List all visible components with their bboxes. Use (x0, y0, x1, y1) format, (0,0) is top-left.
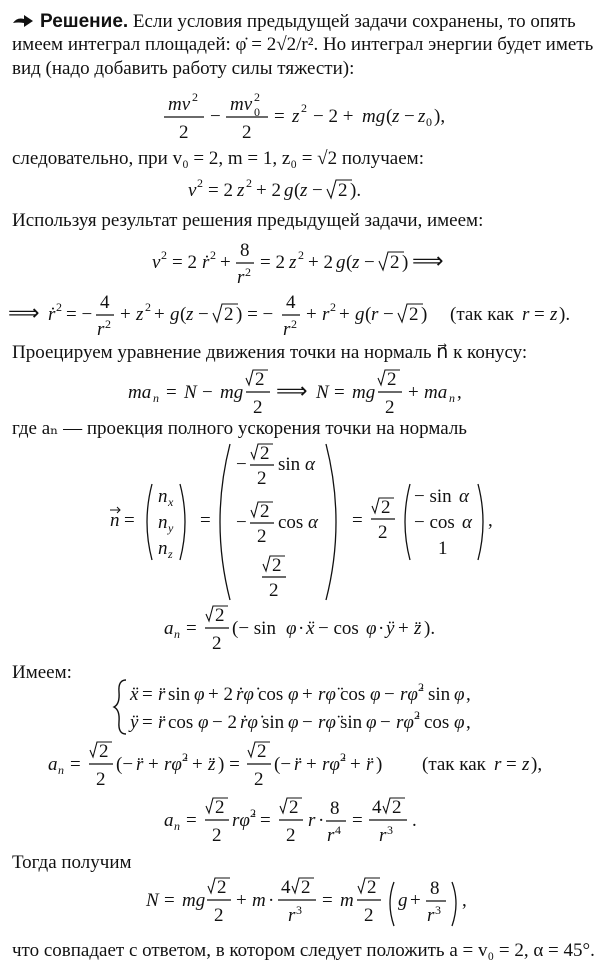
svg-text:−: − (198, 304, 209, 325)
svg-text:φ: φ (194, 684, 205, 705)
svg-text:2: 2 (179, 122, 189, 143)
svg-text:8: 8 (330, 798, 340, 819)
svg-text:=: = (274, 106, 285, 127)
svg-text:z: z (522, 754, 530, 775)
svg-text:ÿ: ÿ (130, 712, 139, 733)
svg-text:+ 2: + 2 (208, 684, 233, 705)
svg-text:rφ̇: rφ̇ (164, 754, 182, 775)
svg-text:α: α (462, 512, 472, 533)
svg-text:r: r (379, 825, 387, 846)
svg-text:2: 2 (301, 101, 307, 115)
svg-text:0: 0 (254, 105, 260, 119)
svg-text:z: z (292, 106, 300, 127)
svg-text:r̈: r̈ (136, 754, 144, 775)
svg-text:z: z (237, 180, 245, 201)
svg-text:− 2: − 2 (212, 712, 237, 733)
svg-text:= 2: = 2 (208, 180, 233, 201)
svg-text:φ: φ (198, 712, 209, 733)
svg-text:sin: sin (428, 684, 451, 705)
svg-text:φ: φ (366, 618, 377, 639)
svg-text:N: N (316, 382, 329, 403)
svg-text:− cos: − cos (318, 618, 359, 639)
svg-text:(−: (− (274, 754, 292, 775)
svg-text:2: 2 (257, 526, 267, 547)
svg-text:φ: φ (288, 684, 299, 705)
svg-text:=: = (200, 510, 211, 531)
svg-text:sin: sin (340, 712, 363, 733)
svg-text:2: 2 (254, 90, 260, 104)
equation-an-final (162, 796, 462, 858)
svg-text:+ 2: + 2 (308, 252, 333, 273)
svg-text:(: ( (180, 304, 187, 325)
svg-text:2: 2 (197, 176, 203, 190)
svg-text:−: − (302, 712, 313, 733)
svg-text:ẍ: ẍ (306, 618, 315, 639)
svg-text:−: − (312, 180, 323, 201)
svg-text:=: = (352, 810, 363, 831)
svg-text:mg: mg (352, 382, 376, 403)
svg-text:8: 8 (240, 240, 250, 261)
svg-text:+: + (306, 304, 317, 325)
svg-text:r: r (427, 905, 435, 926)
svg-text:rφ̇: rφ̇ (322, 754, 340, 775)
svg-text:ṙφ̇: ṙφ̇ (240, 712, 258, 733)
svg-text:,: , (457, 382, 462, 403)
text-line-9: Тогда получим (12, 852, 132, 873)
text-line-5: Используя результат решения предыдущей задачи, имеем: (12, 210, 484, 231)
text-line-3: вид (надо добавить работу силы тяжести): (12, 58, 355, 79)
svg-text:+: + (120, 304, 131, 325)
svg-text:n: n (449, 391, 455, 405)
svg-text:x: x (168, 495, 174, 509)
svg-text:r: r (283, 319, 291, 340)
svg-text:(−: (− (116, 754, 134, 775)
svg-text:2: 2 (215, 605, 225, 626)
svg-text:n: n (174, 819, 180, 833)
svg-text:·: · (378, 618, 385, 639)
svg-text:2: 2 (286, 825, 296, 846)
solution-first-line (12, 10, 576, 33)
svg-text:2: 2 (192, 90, 198, 104)
svg-text:+: + (350, 754, 361, 775)
equation-an-projection (162, 604, 462, 666)
svg-text:): ) (376, 754, 383, 775)
svg-text:g: g (355, 304, 365, 325)
svg-text:z: z (168, 547, 173, 561)
svg-text:N: N (146, 890, 159, 911)
svg-text:z: z (418, 106, 426, 127)
svg-text:ṙ: ṙ (48, 304, 56, 325)
text-line-4: следовательно, при v₀ = 2, m = 1, z₀ = √2 получаем: (12, 148, 424, 169)
svg-text:+ 2: + 2 (256, 180, 281, 201)
svg-text:=: = (186, 618, 197, 639)
svg-text:2: 2 (215, 797, 225, 818)
svg-text:2: 2 (269, 580, 279, 601)
svg-text:−: − (202, 382, 213, 403)
svg-text:cos: cos (258, 684, 284, 705)
svg-text:−: − (364, 252, 375, 273)
equation-an-expanded (46, 740, 586, 802)
svg-text:2: 2 (56, 300, 62, 314)
svg-text:+: + (192, 754, 203, 775)
equation-normal-vector (108, 440, 508, 608)
svg-text:2: 2 (387, 369, 397, 390)
svg-text:n: n (110, 510, 120, 531)
svg-text:+: + (410, 890, 421, 911)
svg-text:=: = (534, 304, 545, 325)
svg-text:−: − (236, 454, 247, 475)
svg-text:sin: sin (278, 454, 301, 475)
svg-text:2: 2 (214, 905, 224, 926)
svg-text:2: 2 (212, 633, 222, 654)
svg-text:=: = (166, 382, 177, 403)
svg-text:=: = (260, 810, 271, 831)
svg-text:r: r (522, 304, 530, 325)
svg-text:2: 2 (182, 750, 188, 764)
svg-text:2: 2 (224, 304, 234, 325)
equation-energy-svg (160, 90, 460, 146)
svg-text:a: a (48, 754, 58, 775)
svg-text:4: 4 (100, 292, 110, 313)
svg-text:).: ). (350, 180, 362, 201)
svg-text:2: 2 (298, 248, 304, 262)
text-line-6: Проецируем уравнение движения точки на нормаль n⃗ к конусу: (12, 342, 528, 363)
svg-text:=: = (164, 890, 175, 911)
svg-text:m: m (252, 890, 266, 911)
svg-text:).: ). (559, 304, 571, 325)
svg-text:α: α (305, 454, 315, 475)
svg-text:−: − (404, 106, 415, 127)
text-line-10: что совпадает с ответом, в котором следует положить a = v₀ = 2, α = 45°. (12, 940, 595, 961)
svg-text:·: · (298, 618, 305, 639)
svg-text:=: = (70, 754, 81, 775)
svg-text:sin: sin (168, 684, 191, 705)
svg-text:) = −: ) = − (236, 304, 274, 325)
svg-text:sin: sin (262, 712, 285, 733)
svg-text:= −: = − (66, 304, 93, 325)
svg-text:2: 2 (378, 522, 388, 543)
svg-text:− cos: − cos (414, 512, 455, 533)
svg-text:⟹: ⟹ (276, 378, 308, 403)
svg-text:2: 2 (96, 769, 106, 790)
svg-text:=: = (334, 382, 345, 403)
svg-text:2: 2 (338, 180, 348, 201)
svg-text:n: n (58, 763, 64, 777)
svg-text:mg: mg (220, 382, 244, 403)
right-arrow-icon (12, 10, 34, 32)
svg-text:2: 2 (217, 877, 227, 898)
svg-text:+: + (302, 684, 313, 705)
text-line-1: Если условия предыдущей задачи сохранены, то опять (132, 11, 576, 32)
svg-text:4: 4 (372, 797, 382, 818)
svg-text:r: r (371, 304, 379, 325)
svg-text:rφ̇: rφ̇ (232, 810, 250, 831)
svg-text:,: , (466, 712, 471, 733)
svg-text:cos: cos (424, 712, 450, 733)
svg-text:ma: ma (128, 382, 152, 403)
svg-text:r̈: r̈ (294, 754, 302, 775)
svg-text:a: a (164, 618, 174, 639)
svg-text:+: + (408, 382, 419, 403)
svg-text:+: + (339, 304, 350, 325)
svg-text:φ: φ (288, 712, 299, 733)
svg-text:,: , (466, 684, 471, 705)
svg-text:z: z (550, 304, 558, 325)
svg-text:r̈: r̈ (366, 754, 374, 775)
svg-text:g: g (284, 180, 294, 201)
svg-text:2: 2 (99, 741, 109, 762)
svg-text:α: α (308, 512, 318, 533)
svg-text:+: + (154, 304, 165, 325)
svg-text:cos: cos (278, 512, 304, 533)
svg-text:2: 2 (272, 555, 282, 576)
svg-text:n: n (158, 538, 168, 559)
svg-text:,: , (462, 890, 467, 911)
svg-text:=: = (124, 510, 135, 531)
svg-text:cos: cos (168, 712, 194, 733)
svg-text:−: − (384, 684, 395, 705)
svg-text:⟹: ⟹ (8, 300, 40, 325)
svg-text:r: r (327, 825, 335, 846)
svg-text:n: n (174, 627, 180, 641)
svg-text:n: n (158, 512, 168, 533)
svg-text:),: ), (531, 754, 543, 775)
svg-text:2: 2 (390, 252, 400, 273)
svg-text:(: ( (346, 252, 353, 273)
svg-text:r: r (322, 304, 330, 325)
svg-text:(: ( (294, 180, 301, 201)
svg-text:2: 2 (340, 750, 346, 764)
svg-text:+: + (398, 618, 409, 639)
svg-text:3: 3 (435, 903, 441, 917)
svg-text:2: 2 (385, 397, 395, 418)
svg-text:rφ̈: rφ̈ (318, 712, 336, 733)
svg-text:2: 2 (260, 501, 270, 522)
svg-text:z̈: z̈ (208, 754, 216, 775)
svg-text:2: 2 (105, 317, 111, 331)
equation-v-squared (186, 176, 406, 210)
svg-text:2: 2 (367, 877, 377, 898)
svg-text:φ: φ (454, 684, 465, 705)
svg-text:=: = (322, 890, 333, 911)
svg-text:).: ). (424, 618, 436, 639)
svg-text:): ) (421, 304, 428, 325)
svg-text:z: z (289, 252, 297, 273)
svg-text:=: = (142, 712, 153, 733)
svg-text:z: z (136, 304, 144, 325)
svg-text:− sin: − sin (414, 486, 452, 507)
svg-text:) =: ) = (218, 754, 240, 775)
svg-text:cos: cos (340, 684, 366, 705)
svg-text:2: 2 (364, 905, 374, 926)
svg-text:2: 2 (161, 248, 167, 262)
svg-text:r: r (494, 754, 502, 775)
svg-text:n: n (158, 486, 168, 507)
svg-text:·: · (268, 890, 275, 911)
svg-text:2: 2 (418, 680, 424, 694)
svg-text:−: − (380, 712, 391, 733)
svg-text:r: r (237, 267, 245, 288)
svg-text:),: ), (434, 106, 446, 127)
equation-normal-force (144, 876, 484, 940)
equation-energy-integral (160, 90, 460, 152)
svg-text:z: z (186, 304, 194, 325)
svg-text:ÿ: ÿ (386, 618, 395, 639)
svg-text:(: ( (386, 106, 393, 127)
svg-text:− 2 +: − 2 + (313, 106, 354, 127)
svg-text:2: 2 (242, 122, 252, 143)
svg-text:=: = (352, 510, 363, 531)
svg-text:ma: ma (424, 382, 448, 403)
svg-text:2: 2 (257, 468, 267, 489)
svg-text:(так как: (так как (450, 304, 514, 325)
text-line-7: где aₙ — проекция полного ускорения точки на нормаль (12, 418, 467, 439)
text-line-8: Имеем: (12, 662, 72, 683)
svg-text:ẍ: ẍ (130, 684, 139, 705)
svg-text:2: 2 (291, 317, 297, 331)
svg-text:+: + (306, 754, 317, 775)
svg-text:α: α (459, 486, 469, 507)
svg-text:z: z (300, 180, 308, 201)
svg-text:z: z (392, 106, 400, 127)
svg-text:.: . (412, 810, 417, 831)
svg-text:ṙ: ṙ (202, 252, 210, 273)
svg-text:4: 4 (286, 292, 296, 313)
svg-text:=: = (186, 810, 197, 831)
svg-text:g: g (336, 252, 346, 273)
svg-text:=: = (142, 684, 153, 705)
svg-text:2: 2 (414, 708, 420, 722)
svg-text:r̈: r̈ (158, 712, 166, 733)
svg-text:= 2: = 2 (260, 252, 285, 273)
svg-text:v: v (188, 180, 197, 201)
svg-text:g: g (398, 890, 408, 911)
svg-text:,: , (488, 510, 493, 531)
svg-text:0: 0 (426, 115, 432, 129)
svg-text:a: a (164, 810, 174, 831)
svg-text:ṙφ̇: ṙφ̇ (236, 684, 254, 705)
svg-text:2: 2 (246, 176, 252, 190)
svg-text:3: 3 (387, 823, 393, 837)
svg-text:2: 2 (409, 304, 419, 325)
svg-text:2: 2 (289, 797, 299, 818)
svg-text:rφ̇: rφ̇ (400, 684, 418, 705)
equation-system-accelerations (112, 676, 502, 744)
svg-text:φ: φ (286, 618, 297, 639)
svg-text:rφ̈: rφ̈ (318, 684, 336, 705)
svg-text:1: 1 (438, 538, 448, 559)
svg-text:⟹: ⟹ (412, 248, 444, 273)
svg-text:−: − (210, 106, 221, 127)
svg-text:3: 3 (296, 903, 302, 917)
svg-text:+: + (236, 890, 247, 911)
svg-text:m: m (340, 890, 354, 911)
svg-text:φ: φ (370, 684, 381, 705)
svg-text:2: 2 (245, 265, 251, 279)
svg-text:+: + (148, 754, 159, 775)
svg-text:8: 8 (430, 878, 440, 899)
svg-text:(так как: (так как (422, 754, 486, 775)
svg-text:2: 2 (330, 300, 336, 314)
svg-text:+: + (220, 252, 231, 273)
svg-text:v: v (152, 252, 161, 273)
svg-text:2: 2 (210, 248, 216, 262)
svg-text:2: 2 (392, 797, 402, 818)
svg-text:mg: mg (362, 106, 386, 127)
svg-text:2: 2 (255, 369, 265, 390)
svg-text:y: y (168, 521, 174, 535)
svg-text:−: − (383, 304, 394, 325)
svg-text:= 2: = 2 (172, 252, 197, 273)
svg-text:mg: mg (182, 890, 206, 911)
svg-text:2: 2 (257, 741, 267, 762)
text-line-2: имеем интеграл площадей: φ̇ = 2√2/r². Но интеграл энергии будет иметь (12, 34, 594, 55)
svg-text:r: r (97, 319, 105, 340)
svg-text:mv: mv (230, 94, 253, 115)
svg-text:2: 2 (254, 769, 264, 790)
svg-text:(: ( (365, 304, 372, 325)
svg-text:2: 2 (381, 497, 391, 518)
svg-text:−: − (236, 512, 247, 533)
svg-text:rφ̇: rφ̇ (396, 712, 414, 733)
svg-text:4: 4 (335, 823, 341, 837)
svg-text:=: = (506, 754, 517, 775)
svg-text:2: 2 (250, 806, 256, 820)
svg-text:(− sin: (− sin (232, 618, 276, 639)
svg-text:2: 2 (301, 877, 311, 898)
solution-heading: Решение. (40, 11, 129, 32)
svg-text:n: n (153, 391, 159, 405)
svg-text:r: r (288, 905, 296, 926)
svg-text:): ) (402, 252, 409, 273)
svg-text:mv: mv (168, 94, 191, 115)
svg-text:z̈: z̈ (414, 618, 422, 639)
svg-text:4: 4 (281, 877, 291, 898)
svg-text:r: r (308, 810, 316, 831)
svg-text:g: g (170, 304, 180, 325)
svg-text:2: 2 (212, 825, 222, 846)
svg-text:φ: φ (366, 712, 377, 733)
svg-text:z: z (352, 252, 360, 273)
svg-text:φ: φ (454, 712, 465, 733)
svg-text:·: · (318, 810, 325, 831)
svg-text:2: 2 (145, 300, 151, 314)
svg-text:2: 2 (260, 443, 270, 464)
svg-text:2: 2 (253, 397, 263, 418)
svg-text:r̈: r̈ (158, 684, 166, 705)
svg-text:N: N (184, 382, 197, 403)
